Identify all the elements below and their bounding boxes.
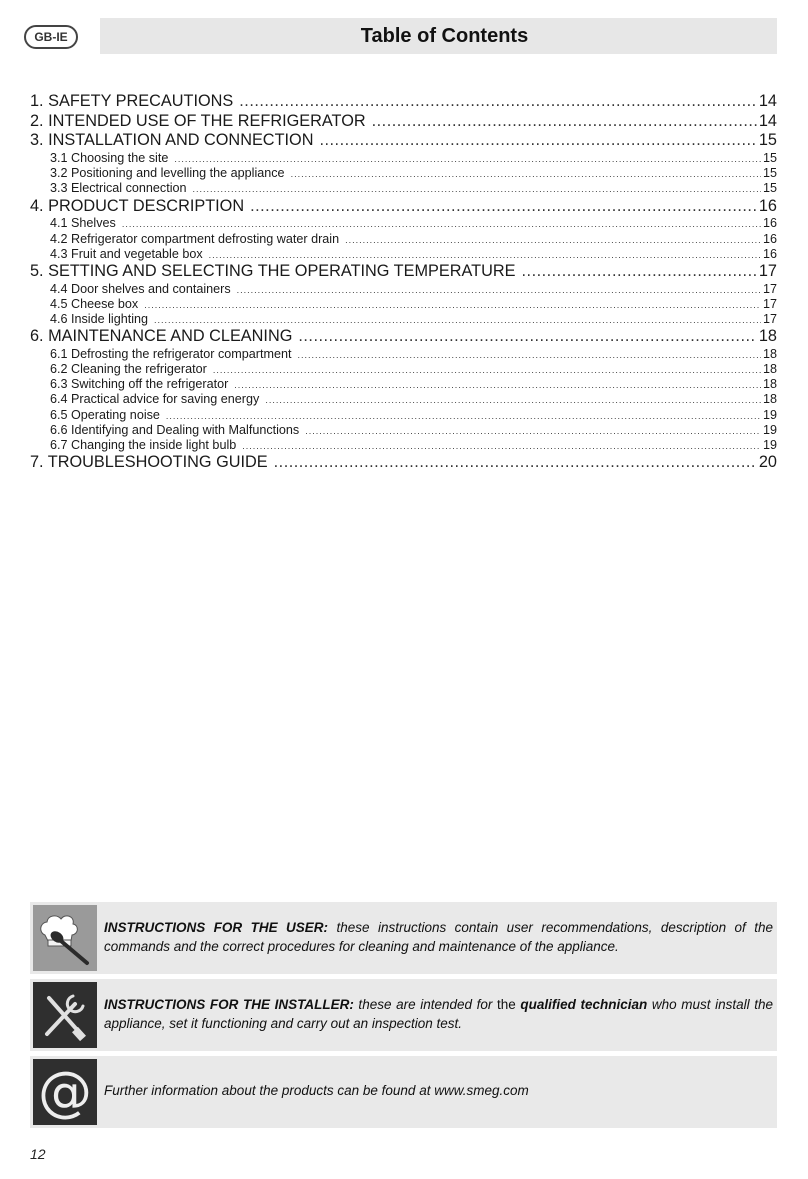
toc-section <box>30 377 777 392</box>
toc-leader-dots <box>265 393 761 407</box>
toc-page-number: 19 <box>762 422 777 437</box>
toc-title: 7. TROUBLESHOOTING GUIDE <box>30 453 268 472</box>
chef-spoon-icon <box>33 905 97 971</box>
toc-leader-dots <box>298 327 757 347</box>
toc-section <box>30 392 777 407</box>
toc-title: 4.5 Cheese box <box>50 296 139 311</box>
toc-page-number: 16 <box>762 216 777 231</box>
toc-page-number: 18 <box>758 327 777 346</box>
web-info-text: Further information about the products can be found at www.smeg.com <box>104 1083 529 1098</box>
installer-instructions-text <box>104 995 773 1033</box>
toc-section <box>30 181 777 196</box>
toc-title: 4. PRODUCT DESCRIPTION <box>30 196 245 215</box>
toc-chapter <box>30 327 777 347</box>
toc-section <box>30 232 777 247</box>
installer-text-part: the <box>496 997 516 1012</box>
toc-page-number: 16 <box>762 231 777 246</box>
toc-leader-dots <box>237 283 761 297</box>
toc-leader-dots <box>166 409 761 423</box>
toc-chapter <box>30 453 777 473</box>
toc-section <box>30 347 777 362</box>
toc-section <box>30 216 777 231</box>
language-badge: GB-IE <box>24 25 78 49</box>
toc-title: 4.6 Inside lighting <box>50 311 149 326</box>
toc-section <box>30 312 777 327</box>
toc-leader-dots <box>345 233 761 247</box>
toc-title: 3.1 Choosing the site <box>50 151 169 166</box>
toc-leader-dots <box>274 453 757 473</box>
toc-page-number: 15 <box>758 131 777 150</box>
toc-leader-dots <box>242 439 761 453</box>
toc-leader-dots <box>372 112 757 132</box>
toc-title: 6. MAINTENANCE AND CLEANING <box>30 327 293 346</box>
installer-instructions-label: INSTRUCTIONS FOR THE INSTALLER: <box>104 997 354 1012</box>
toc-title: 2. INTENDED USE OF THE REFRIGERATOR <box>30 111 366 130</box>
toc-section <box>30 247 777 262</box>
toc-leader-dots <box>154 313 761 327</box>
toc-leader-dots <box>522 262 757 282</box>
wrench-screwdriver-icon <box>33 982 97 1048</box>
toc-section <box>30 166 777 181</box>
toc-section <box>30 408 777 423</box>
qualified-technician-text: qualified technician <box>520 997 648 1012</box>
toc-page-number: 19 <box>762 407 777 422</box>
toc-title: 6.5 Operating noise <box>50 407 160 422</box>
toc-section <box>30 423 777 438</box>
toc-page-number: 15 <box>762 181 777 196</box>
toc-chapter <box>30 262 777 282</box>
toc-title: 6.1 Defrosting the refrigerator compartment <box>50 346 292 361</box>
toc-page-number: 18 <box>762 346 777 361</box>
toc-page-number: 19 <box>762 437 777 452</box>
web-info-panel <box>30 1056 777 1128</box>
toc-title: 3. INSTALLATION AND CONNECTION <box>30 131 314 150</box>
toc-leader-dots <box>122 217 761 231</box>
installer-text-part: these are intended for <box>353 997 497 1012</box>
toc-section <box>30 282 777 297</box>
toc-leader-dots <box>250 197 757 217</box>
toc-page-number: 16 <box>762 246 777 261</box>
toc-title: 3.3 Electrical connection <box>50 181 187 196</box>
page-title: Table of Contents <box>360 25 529 47</box>
page-number: 12 <box>30 1146 46 1162</box>
toc-chapter <box>30 112 777 132</box>
toc-title: 6.3 Switching off the refrigerator <box>50 377 229 392</box>
toc-leader-dots <box>193 182 761 196</box>
table-of-contents <box>30 92 777 473</box>
toc-leader-dots <box>174 152 761 166</box>
installer-text-part: who must install the appliance, set it functioning and carry out an inspection test. <box>104 997 773 1031</box>
toc-section <box>30 438 777 453</box>
user-instructions-label: INSTRUCTIONS FOR THE USER: <box>104 920 329 935</box>
header-bar <box>100 18 777 54</box>
toc-chapter <box>30 92 777 112</box>
toc-title: 6.6 Identifying and Dealing with Malfunctions <box>50 422 300 437</box>
toc-title: 3.2 Positioning and levelling the appliance <box>50 166 285 181</box>
toc-title: 4.1 Shelves <box>50 216 116 231</box>
toc-leader-dots <box>239 92 757 112</box>
toc-chapter <box>30 197 777 217</box>
toc-page-number: 15 <box>762 151 777 166</box>
toc-chapter <box>30 131 777 151</box>
toc-page-number: 17 <box>762 281 777 296</box>
toc-leader-dots <box>213 363 761 377</box>
toc-title: 5. SETTING AND SELECTING THE OPERATING TEMPERATURE <box>30 261 516 280</box>
toc-page-number: 18 <box>762 392 777 407</box>
user-instructions-panel <box>30 902 777 974</box>
toc-page-number: 20 <box>758 453 777 472</box>
toc-section <box>30 151 777 166</box>
user-instructions-body: these instructions contain user recommendations, description of the commands and the correct procedures for cleaning and maintenance of the appliance. <box>104 920 773 954</box>
toc-title: 1. SAFETY PRECAUTIONS <box>30 92 234 110</box>
toc-page-number: 18 <box>762 362 777 376</box>
toc-title: 4.2 Refrigerator compartment defrosting water drain <box>50 231 340 246</box>
toc-page-number: 14 <box>758 92 777 110</box>
toc-leader-dots <box>291 167 761 181</box>
toc-leader-dots <box>209 248 761 262</box>
toc-page-number: 17 <box>758 261 777 280</box>
toc-leader-dots <box>234 378 761 392</box>
toc-section <box>30 297 777 312</box>
toc-title: 4.3 Fruit and vegetable box <box>50 246 203 261</box>
toc-page-number: 18 <box>762 377 777 392</box>
toc-leader-dots <box>298 348 761 362</box>
toc-page-number: 17 <box>762 296 777 311</box>
toc-leader-dots <box>305 424 761 438</box>
installer-instructions-panel <box>30 979 777 1051</box>
toc-page-number: 14 <box>758 111 777 130</box>
toc-title: 4.4 Door shelves and containers <box>50 281 231 296</box>
toc-section <box>30 362 777 377</box>
toc-leader-dots <box>144 298 761 312</box>
toc-title: 6.2 Cleaning the refrigerator <box>50 362 207 376</box>
toc-page-number: 15 <box>762 166 777 181</box>
user-instructions-text <box>104 918 773 956</box>
toc-page-number: 16 <box>758 196 777 215</box>
toc-title: 6.4 Practical advice for saving energy <box>50 392 260 407</box>
toc-title: 6.7 Changing the inside light bulb <box>50 437 237 452</box>
toc-leader-dots <box>319 131 756 151</box>
at-sign-icon: @ <box>33 1059 97 1125</box>
toc-page-number: 17 <box>762 311 777 326</box>
